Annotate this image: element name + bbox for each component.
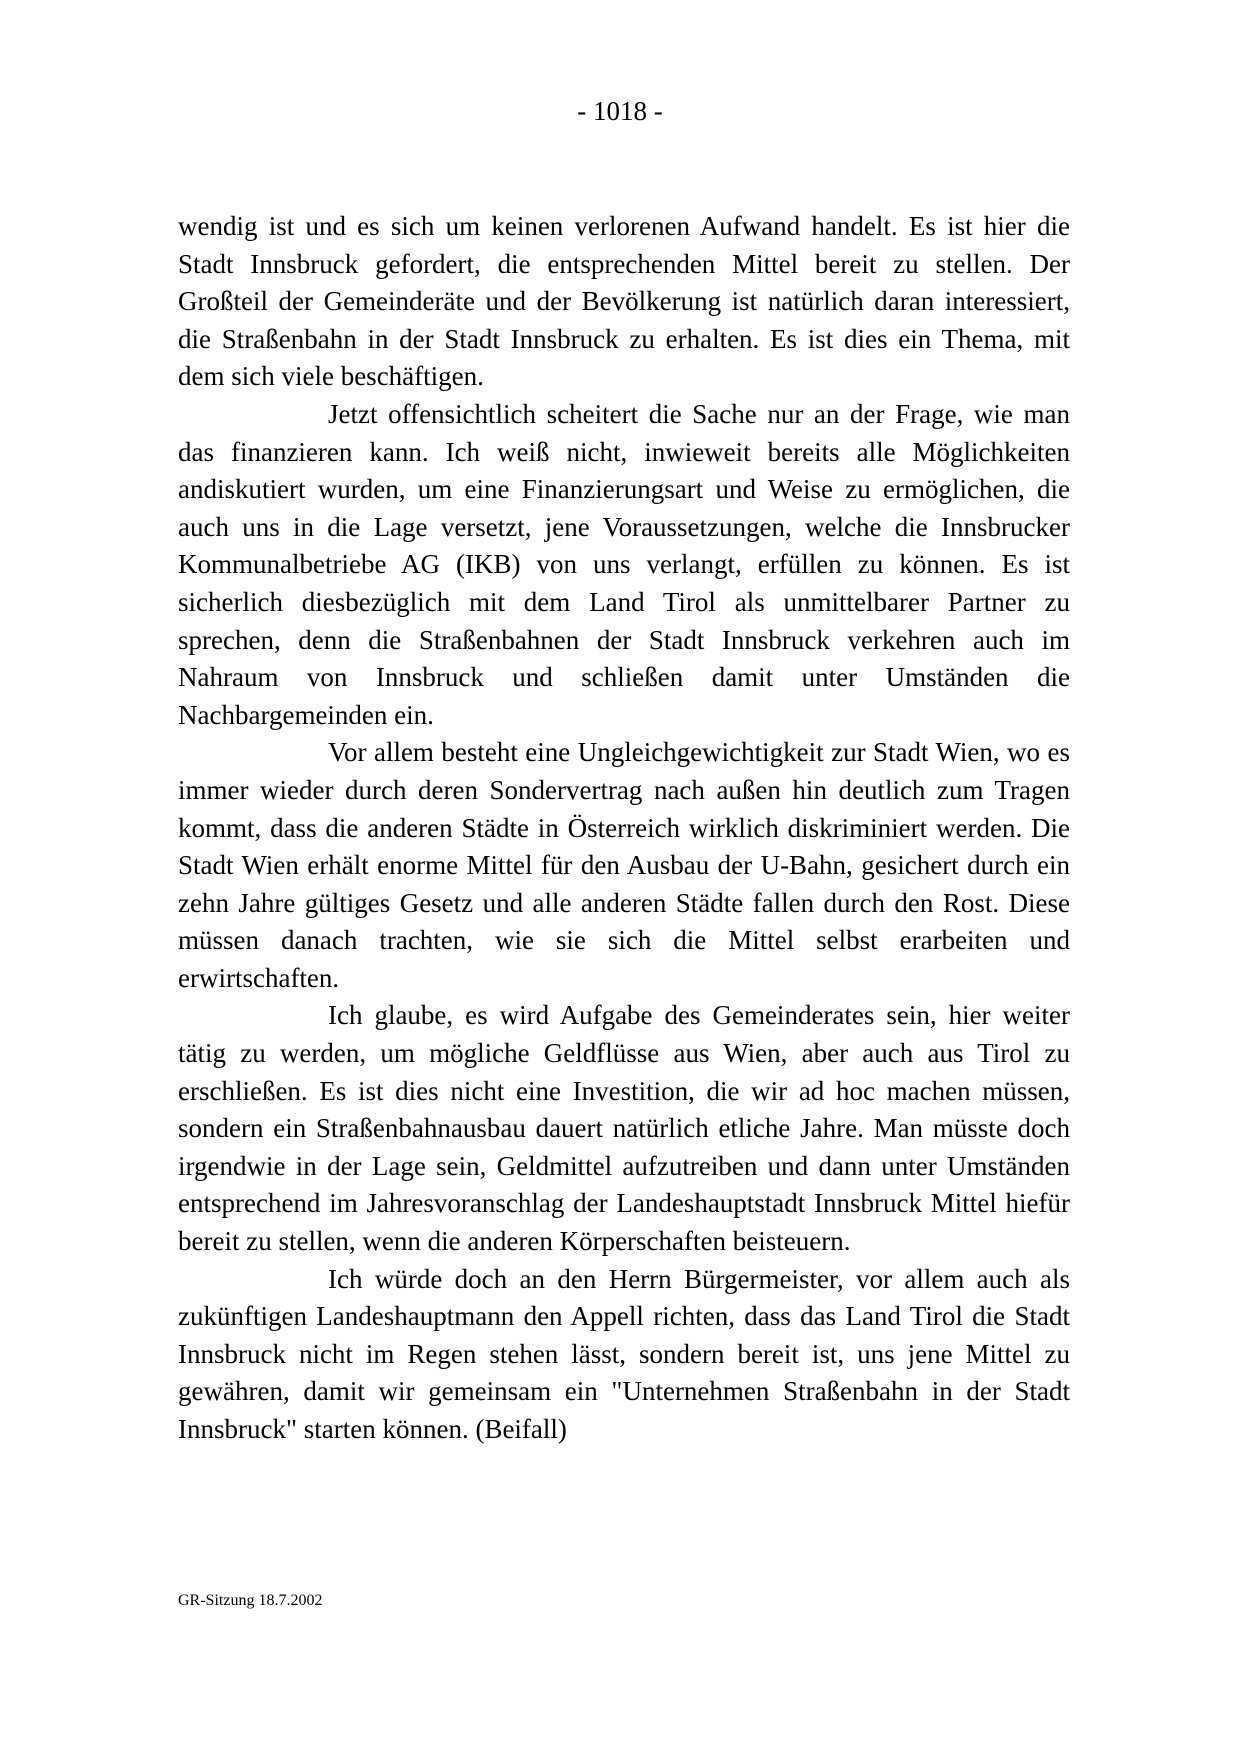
document-body	[178, 208, 1070, 1449]
paragraph-2: Jetzt offensichtlich scheitert die Sache nur an der Frage, wie man das finanzieren kann. Ich weiß nicht, inwieweit bereits alle Möglichkeiten andiskutiert wurden, um eine Finanzierungsart und Weise zu ermöglichen, die auch uns in die Lage versetzt, jene Voraussetzungen, welche die Innsbrucker Kommunalbetriebe AG (IKB) von uns verlangt, erfüllen zu können. Es ist sicherlich diesbezüglich mit dem Land Tirol als unmittelbarer Partner zu sprechen, denn die Straßenbahnen der Stadt Innsbruck verkehren auch im Nahraum von Innsbruck und schließen damit unter Umständen die Nachbargemeinden ein.	[178, 398, 1070, 730]
page-number: - 1018 -	[577, 96, 663, 126]
paragraph-3: Vor allem besteht eine Ungleichgewichtigkeit zur Stadt Wien, wo es immer wieder durch deren Sondervertrag nach außen hin deutlich zum Tragen kommt, dass die anderen Städte in Österreich wirklich diskriminiert werden. Die Stadt Wien erhält enorme Mittel für den Ausbau der U-Bahn, gesichert durch ein zehn Jahre gültiges Gesetz und alle anderen Städte fallen durch den Rost. Diese müssen danach trachten, wie sie sich die Mittel selbst erarbeiten und erwirtschaften.	[178, 737, 1070, 993]
footer-session-date: GR-Sitzung 18.7.2002	[178, 1592, 323, 1609]
paragraph-4: Ich glaube, es wird Aufgabe des Gemeinderates sein, hier weiter tätig zu werden, um mögliche Geldflüsse aus Wien, aber auch aus Tirol zu erschließen. Es ist dies nicht eine Investition, die wir ad hoc machen müssen, sondern ein Straßenbahnausbau dauert natürlich etliche Jahre. Man müsste doch irgendwie in der Lage sein, Geldmittel aufzutreiben und dann unter Umständen entsprechend im Jahresvoranschlag der Landeshauptstadt Innsbruck Mittel hiefür bereit zu stellen, wenn die anderen Körperschaften beisteuern.	[178, 1000, 1070, 1257]
paragraph-1: wendig ist und es sich um keinen verlorenen Aufwand handelt. Es ist hier die Stadt Innsbruck gefordert, die entsprechenden Mittel bereit zu stellen. Der Großteil der Gemeinderäte und der Bevölkerung ist natürlich daran interessiert, die Straßenbahn in der Stadt Innsbruck zu erhalten. Es ist dies ein Thema, mit dem sich viele beschäftigen.	[178, 211, 1070, 392]
paragraph-5: Ich würde doch an den Herrn Bürgermeister, vor allem auch als zukünftigen Landeshauptmann den Appell richten, dass das Land Tirol die Stadt Innsbruck nicht im Regen stehen lässt, sondern bereit ist, uns jene Mittel zu gewähren, damit wir gemeinsam ein "Unternehmen Straßenbahn in der Stadt Innsbruck" starten können. (Beifall)	[178, 1263, 1070, 1444]
